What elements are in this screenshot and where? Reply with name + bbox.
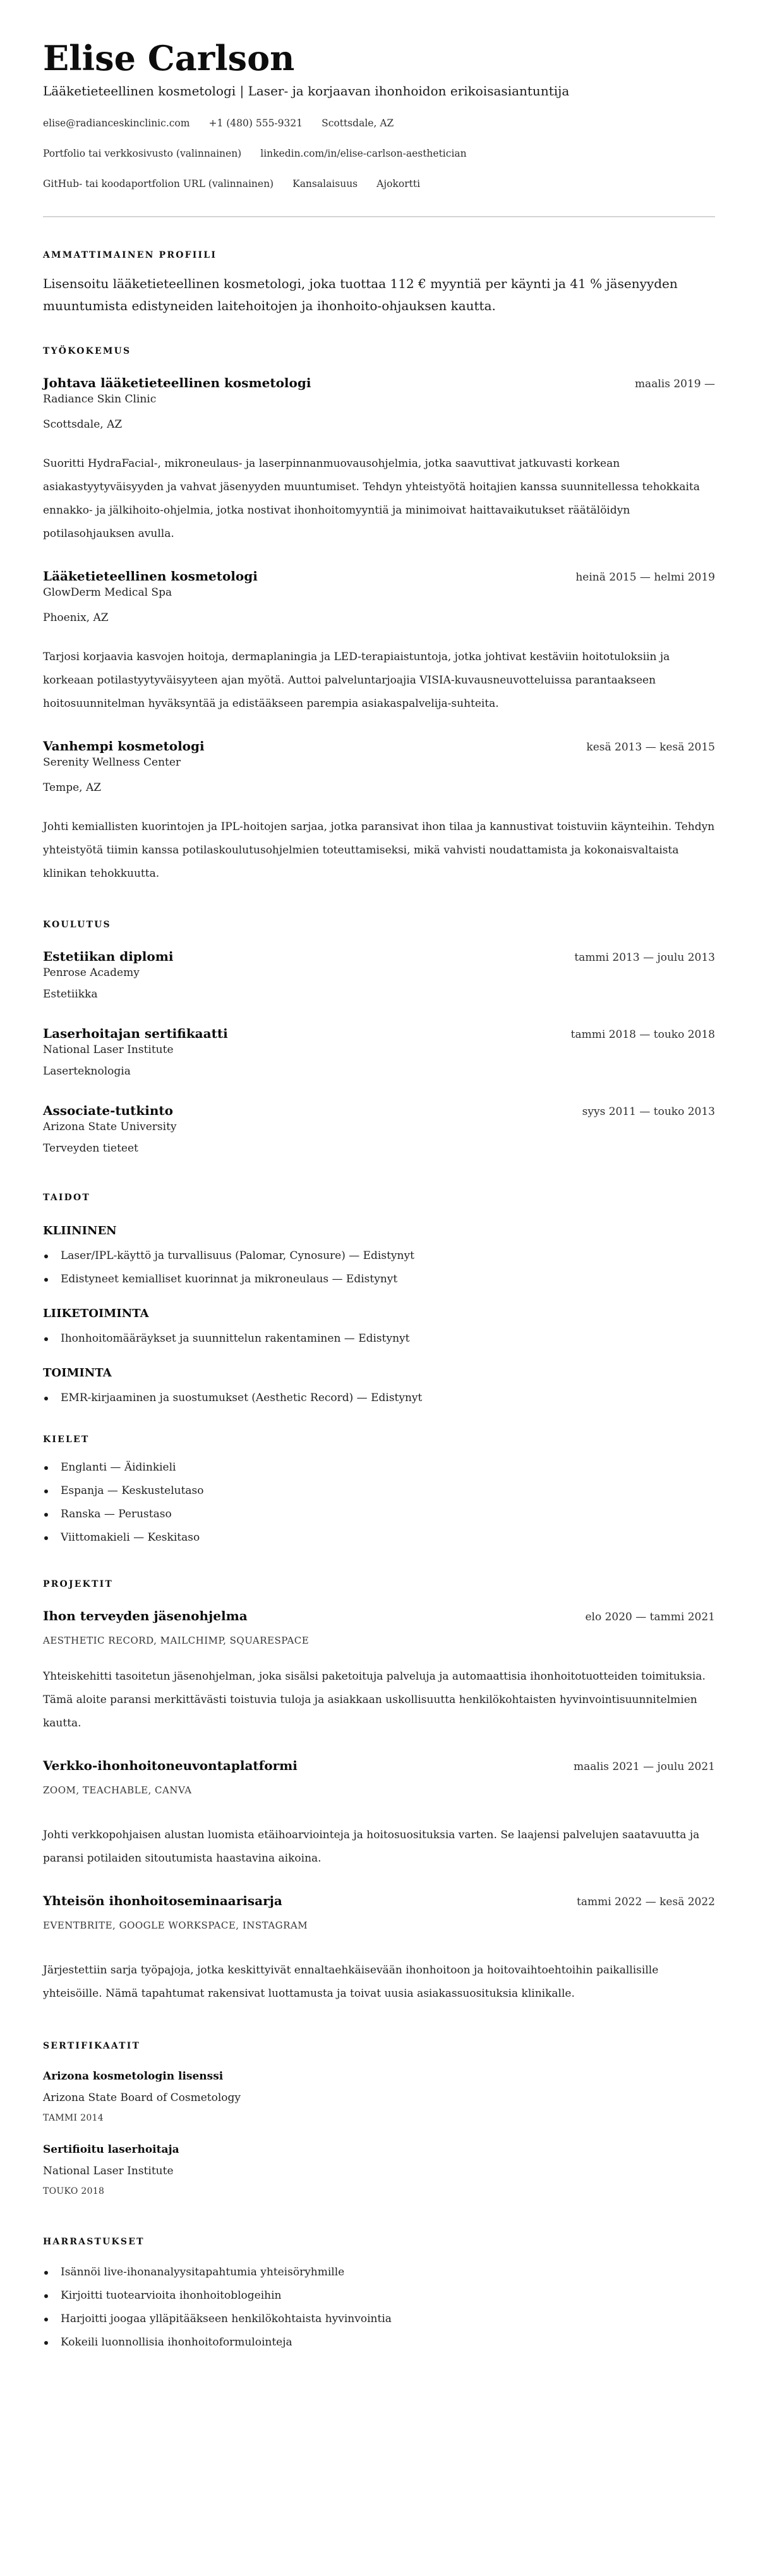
section-title-experience: TYÖKOKEMUS — [43, 346, 131, 356]
school-name: Arizona State University — [43, 1121, 177, 1133]
job-location: Phoenix, AZ — [43, 611, 109, 624]
skill-item: Ihonhoitomääräykset ja suunnittelun rakentaminen — Edistynyt — [43, 1331, 715, 1346]
job-title: Johtava lääketieteellinen kosmetologi — [43, 375, 311, 390]
language-list — [43, 1460, 715, 1545]
job-company: Radiance Skin Clinic — [43, 393, 157, 406]
school-name: Penrose Academy — [43, 966, 140, 979]
resume-header — [43, 38, 715, 217]
hobby-item: Kirjoitti tuotearvioita ihonhoitoblogeihin — [43, 2288, 715, 2303]
project-description: Yhteiskehitti tasoitetun jäsenohjelman, joka sisälsi paketoituja palveluja ja automaattisia ihonhoitotuotteiden toimituksia. Tämä aloite paransi merkittävästi toistuvia tuloja ja asiakkaan uskollisuutta henkilökohtaisten hyvinvointisuunnitelmien kautta. — [43, 1670, 706, 1730]
section-skills — [43, 1191, 715, 1405]
skill-item: Edistyneet kemialliset kuorinnat ja mikroneulaus — Edistynyt — [43, 1272, 715, 1287]
skill-category-clinical: KLIININEN — [43, 1224, 117, 1237]
project-name: Verkko-ihonhoitoneuvontaplatformi — [43, 1758, 298, 1773]
contact-row-links — [43, 147, 715, 160]
profile-summary: Lisensoitu lääketieteellinen kosmetologi, joka tuottaa 112 € myyntiä per käynti ja 41 % jäsenyyden muuntumista edistyneiden laitehoitojen ja ihonhoito-ohjauksen kautta. — [43, 276, 678, 313]
language-item: Englanti — Äidinkieli — [43, 1460, 715, 1475]
degree-title: Associate-tutkinto — [43, 1103, 173, 1118]
location: Scottsdale, AZ — [322, 117, 394, 129]
job-entry — [43, 737, 715, 886]
section-languages — [43, 1433, 715, 1545]
education-dates: tammi 2018 — touko 2018 — [570, 1028, 715, 1041]
portfolio-link[interactable]: Portfolio tai verkkosivusto (valinnainen) — [43, 148, 242, 159]
section-certifications — [43, 2040, 715, 2198]
project-name: Ihon terveyden jäsenohjelma — [43, 1608, 248, 1623]
section-title-profile: AMMATTIMAINEN PROFIILI — [43, 250, 217, 260]
job-title: Vanhempi kosmetologi — [43, 738, 205, 754]
section-title-skills: TAIDOT — [43, 1193, 91, 1203]
header-divider — [43, 216, 715, 217]
job-dates: maalis 2019 — — [634, 378, 715, 390]
project-entry — [43, 1892, 715, 2006]
job-entry — [43, 374, 715, 546]
project-tech-stack: AESTHETIC RECORD, MAILCHIMP, SQUARESPACE — [43, 1635, 310, 1646]
project-dates: elo 2020 — tammi 2021 — [585, 1611, 715, 1623]
skill-item: EMR-kirjaaminen ja suostumukset (Aesthetic Record) — Edistynyt — [43, 1390, 715, 1405]
section-experience — [43, 345, 715, 886]
education-entry — [43, 1102, 715, 1156]
hobby-item: Harjoitti joogaa ylläpitääkseen henkilökohtaista hyvinvointia — [43, 2311, 715, 2326]
skill-item: Laser/IPL-käyttö ja turvallisuus (Palomar, Cynosure) — Edistynyt — [43, 1248, 715, 1263]
project-dates: maalis 2021 — joulu 2021 — [574, 1760, 715, 1773]
language-item: Viittomakieli — Keskitaso — [43, 1530, 715, 1545]
hobby-list — [43, 2265, 715, 2350]
certification-date: TAMMI 2014 — [43, 2113, 104, 2123]
job-title: Lääketieteellinen kosmetologi — [43, 569, 258, 584]
job-entry — [43, 567, 715, 716]
field-of-study: Estetiikka — [43, 988, 98, 1001]
field-of-study: Terveyden tieteet — [43, 1142, 138, 1155]
github-link[interactable]: GitHub- tai koodaportfolion URL (valinnainen) — [43, 178, 274, 190]
project-tech-stack: EVENTBRITE, GOOGLE WORKSPACE, INSTAGRAM — [43, 1920, 308, 1931]
section-hobbies — [43, 2236, 715, 2350]
section-education — [43, 918, 715, 1156]
phone-number[interactable]: +1 (480) 555-9321 — [208, 117, 303, 129]
skill-list-operations — [43, 1390, 715, 1405]
certification-issuer: Arizona State Board of Cosmetology — [43, 2091, 241, 2104]
drivers-license: Ajokortti — [376, 178, 421, 190]
section-projects — [43, 1578, 715, 2006]
section-title-education: KOULUTUS — [43, 920, 111, 930]
skill-category-business: LIIKETOIMINTA — [43, 1307, 149, 1320]
certification-entry — [43, 2069, 715, 2124]
school-name: National Laser Institute — [43, 1044, 174, 1056]
skill-category-operations: TOIMINTA — [43, 1366, 112, 1380]
contact-row-extra — [43, 177, 715, 191]
section-title-certifications: SERTIFIKAATIT — [43, 2041, 141, 2051]
education-dates: tammi 2013 — joulu 2013 — [574, 951, 715, 964]
education-dates: syys 2011 — touko 2013 — [582, 1105, 715, 1118]
degree-title: Laserhoitajan sertifikaatti — [43, 1026, 228, 1041]
citizenship: Kansalaisuus — [292, 178, 358, 190]
job-location: Scottsdale, AZ — [43, 418, 123, 431]
hobby-item: Isännöi live-ihonanalyysitapahtumia yhteisöryhmille — [43, 2265, 715, 2280]
education-entry — [43, 1025, 715, 1079]
project-entry — [43, 1607, 715, 1735]
job-company: GlowDerm Medical Spa — [43, 586, 172, 599]
certification-entry — [43, 2142, 715, 2198]
skill-list-business — [43, 1331, 715, 1346]
job-company: Serenity Wellness Center — [43, 756, 181, 769]
contact-row-primary — [43, 116, 715, 130]
language-item: Espanja — Keskustelutaso — [43, 1483, 715, 1498]
section-title-hobbies: HARRASTUKSET — [43, 2237, 145, 2247]
job-description: Tarjosi korjaavia kasvojen hoitoja, dermaplaningia ja LED-terapiaistuntoja, jotka johtivat kestäviin hoitotuloksiin ja korkeaan potilastyytyväisyyteen ajan myötä. Auttoi palveluntarjoajia VISIA-kuvausneuvotteluissa parantaakseen hoitosuunnitelman hyväksyntää ja edistääkseen parempia asiakaspalvelija-suhteita. — [43, 651, 670, 710]
job-dates: heinä 2015 — helmi 2019 — [575, 571, 715, 584]
linkedin-link[interactable]: linkedin.com/in/elise-carlson-aesthetician — [260, 148, 467, 159]
project-name: Yhteisön ihonhoitoseminaarisarja — [43, 1893, 282, 1908]
certification-name: Arizona kosmetologin lisenssi — [43, 2070, 224, 2083]
certification-name: Sertifioitu laserhoitaja — [43, 2143, 179, 2156]
section-profile — [43, 249, 715, 317]
skill-list-clinical — [43, 1248, 715, 1287]
email-link[interactable]: elise@radianceskinclinic.com — [43, 117, 190, 129]
job-location: Tempe, AZ — [43, 781, 102, 794]
certification-date: TOUKO 2018 — [43, 2186, 105, 2196]
field-of-study: Laserteknologia — [43, 1065, 131, 1078]
job-dates: kesä 2013 — kesä 2015 — [586, 741, 715, 754]
certification-issuer: National Laser Institute — [43, 2165, 174, 2177]
language-item: Ranska — Perustaso — [43, 1507, 715, 1522]
job-description: Johti kemiallisten kuorintojen ja IPL-hoitojen sarjaa, jotka paransivat ihon tilaa ja kannustivat toistuviin käynteihin. Tehdyn yhteistyötä tiimin kanssa potilaskoulutusohjelmien toteuttamiseksi, mikä vahvisti noudattamista ja kokonaisvaltaista klinikan tehokkuutta. — [43, 821, 715, 880]
project-description: Johti verkkopohjaisen alustan luomista etäihoarviointeja ja hoitosuosituksia varten. Se laajensi palvelujen saatavuutta ja paransi potilaiden sitoutumista haastavina aikoina. — [43, 1829, 700, 1865]
project-dates: tammi 2022 — kesä 2022 — [576, 1896, 715, 1908]
candidate-name: Elise Carlson — [43, 38, 295, 78]
project-description: Järjestettiin sarja työpajoja, jotka keskittyivät ennaltaehkäisevään ihonhoitoon ja hoitovaihtoehtoihin paikallisille yhteisöille. Nämä tapahtumat rakensivat luottamusta ja toivat uusia asiakassuosituksia klinikalle. — [43, 1964, 659, 2000]
headline: Lääketieteellinen kosmetologi | Laser- ja korjaavan ihonhoidon erikoisasiantuntija — [43, 83, 570, 99]
project-entry — [43, 1757, 715, 1870]
job-description: Suoritti HydraFacial-, mikroneulaus- ja laserpinnanmuovausohjelmia, jotka saavuttivat jatkuvasti korkean asiakastyytyväisyyden ja vahvat jäsenyyden muuntumiset. Tehdyn yhteistyötä hoitajien kanssa suunnitellessa tehokkaita ennakko- ja jälkihoito-ohjelmia, jotka nostivat ihonhoitomyyntiä ja minimoivat haittavaikutukset räätälöidyn potilasohjauksen avulla. — [43, 457, 700, 540]
section-title-languages: KIELET — [43, 1435, 90, 1445]
degree-title: Estetiikan diplomi — [43, 949, 174, 964]
education-entry — [43, 948, 715, 1002]
project-tech-stack: ZOOM, TEACHABLE, CANVA — [43, 1785, 192, 1796]
section-title-projects: PROJEKTIT — [43, 1579, 114, 1589]
hobby-item: Kokeili luonnollisia ihonhoitoformulointeja — [43, 2335, 715, 2350]
